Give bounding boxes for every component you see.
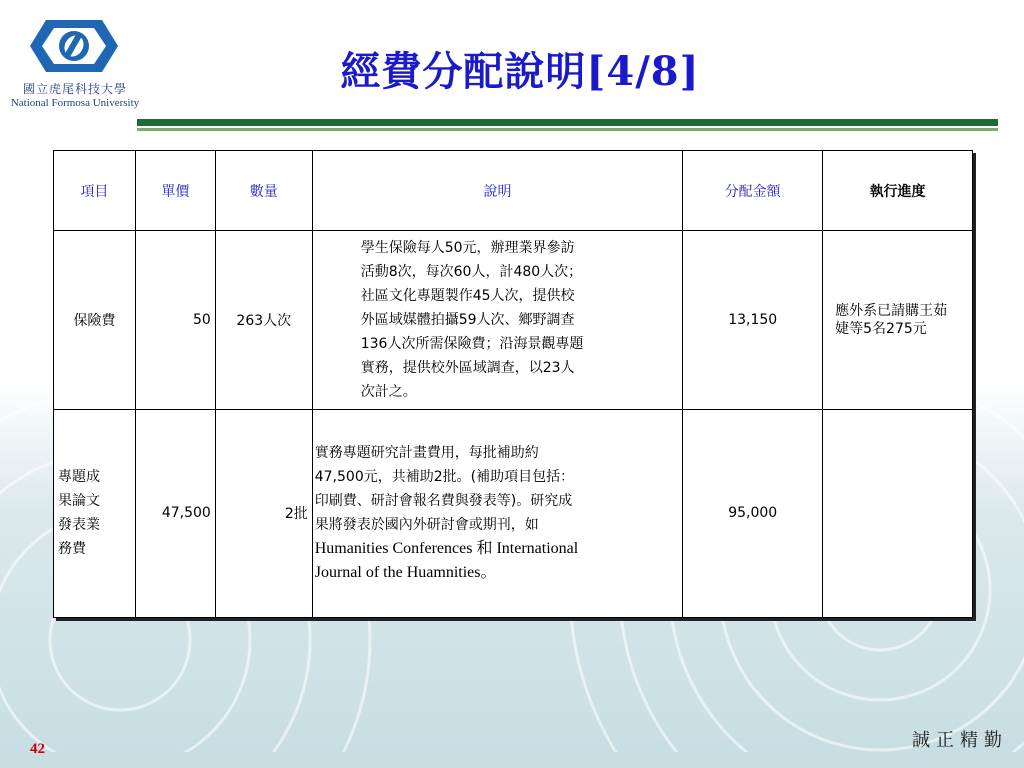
desc-line: Humanities Conferences 和 International <box>314 540 579 558</box>
page-title: 經費分配說明[4/8] <box>340 48 700 95</box>
desc-line: 外區域媒體拍攝59人次、鄉野調查 <box>360 311 575 328</box>
table-header-row <box>54 151 973 231</box>
desc-line: 實務，提供校外區域調查，以23人 <box>360 359 575 376</box>
footer-bar <box>0 752 1024 768</box>
university-logo <box>28 18 120 74</box>
desc-line: 136人次所需保險費；沿海景觀專題 <box>360 335 584 352</box>
cell-description <box>312 231 683 409</box>
university-name-en: National Formosa University <box>10 97 140 109</box>
desc-line: 學生保險每人50元，辦理業界參訪 <box>360 239 575 256</box>
desc-line: 果將發表於國內外研討會或期刊，如 <box>314 517 539 534</box>
title-rule-light <box>137 128 998 131</box>
cell-progress <box>823 231 973 409</box>
item-line: 果論文 <box>58 493 100 510</box>
cell-price: 47,500 <box>135 409 215 617</box>
desc-line: 實務專題研究計畫費用，每批補助約 <box>314 445 539 462</box>
header-item: 項目 <box>54 151 136 231</box>
item-line: 務費 <box>58 541 86 558</box>
cell-amount: 95,000 <box>683 409 823 617</box>
budget-table <box>53 150 973 618</box>
desc-line: 次計之。 <box>360 383 417 400</box>
cell-quantity: 263人次 <box>215 231 312 409</box>
footer-motto: 誠正精勤 <box>912 730 1008 751</box>
cell-amount: 13,150 <box>683 231 823 409</box>
cell-price: 50 <box>135 231 215 409</box>
title-rule-dark <box>137 119 998 126</box>
cell-description <box>312 409 683 617</box>
desc-line: 47,500元，共補助2批。(補助項目包括： <box>314 469 575 486</box>
table-row <box>54 231 973 409</box>
table-row <box>54 409 973 617</box>
cell-item <box>54 409 136 617</box>
cell-progress <box>823 409 973 617</box>
desc-line: 社區文化專題製作45人次，提供校 <box>360 287 575 304</box>
header-price: 單價 <box>135 151 215 231</box>
cell-item: 保險費 <box>54 231 136 409</box>
desc-line: 活動8次，每次60人，計480人次； <box>360 263 583 280</box>
header-quantity: 數量 <box>215 151 312 231</box>
desc-line: Journal of the Huamnities。 <box>314 564 497 582</box>
page-number: 42 <box>30 741 45 757</box>
university-name-zh: 國立虎尾科技大學 <box>22 82 127 96</box>
header-amount: 分配金額 <box>683 151 823 231</box>
progress-line: 應外系已請購王茹 <box>835 302 948 319</box>
item-line: 發表業 <box>58 517 100 534</box>
header-description: 說明 <box>312 151 683 231</box>
desc-line: 印刷費、研討會報名費與發表等)。研究成 <box>314 493 573 510</box>
header-progress: 執行進度 <box>823 151 973 231</box>
progress-line: 婕等5名275元 <box>835 320 927 337</box>
item-line: 專題成 <box>58 469 100 486</box>
cell-quantity: 2批 <box>215 409 312 617</box>
